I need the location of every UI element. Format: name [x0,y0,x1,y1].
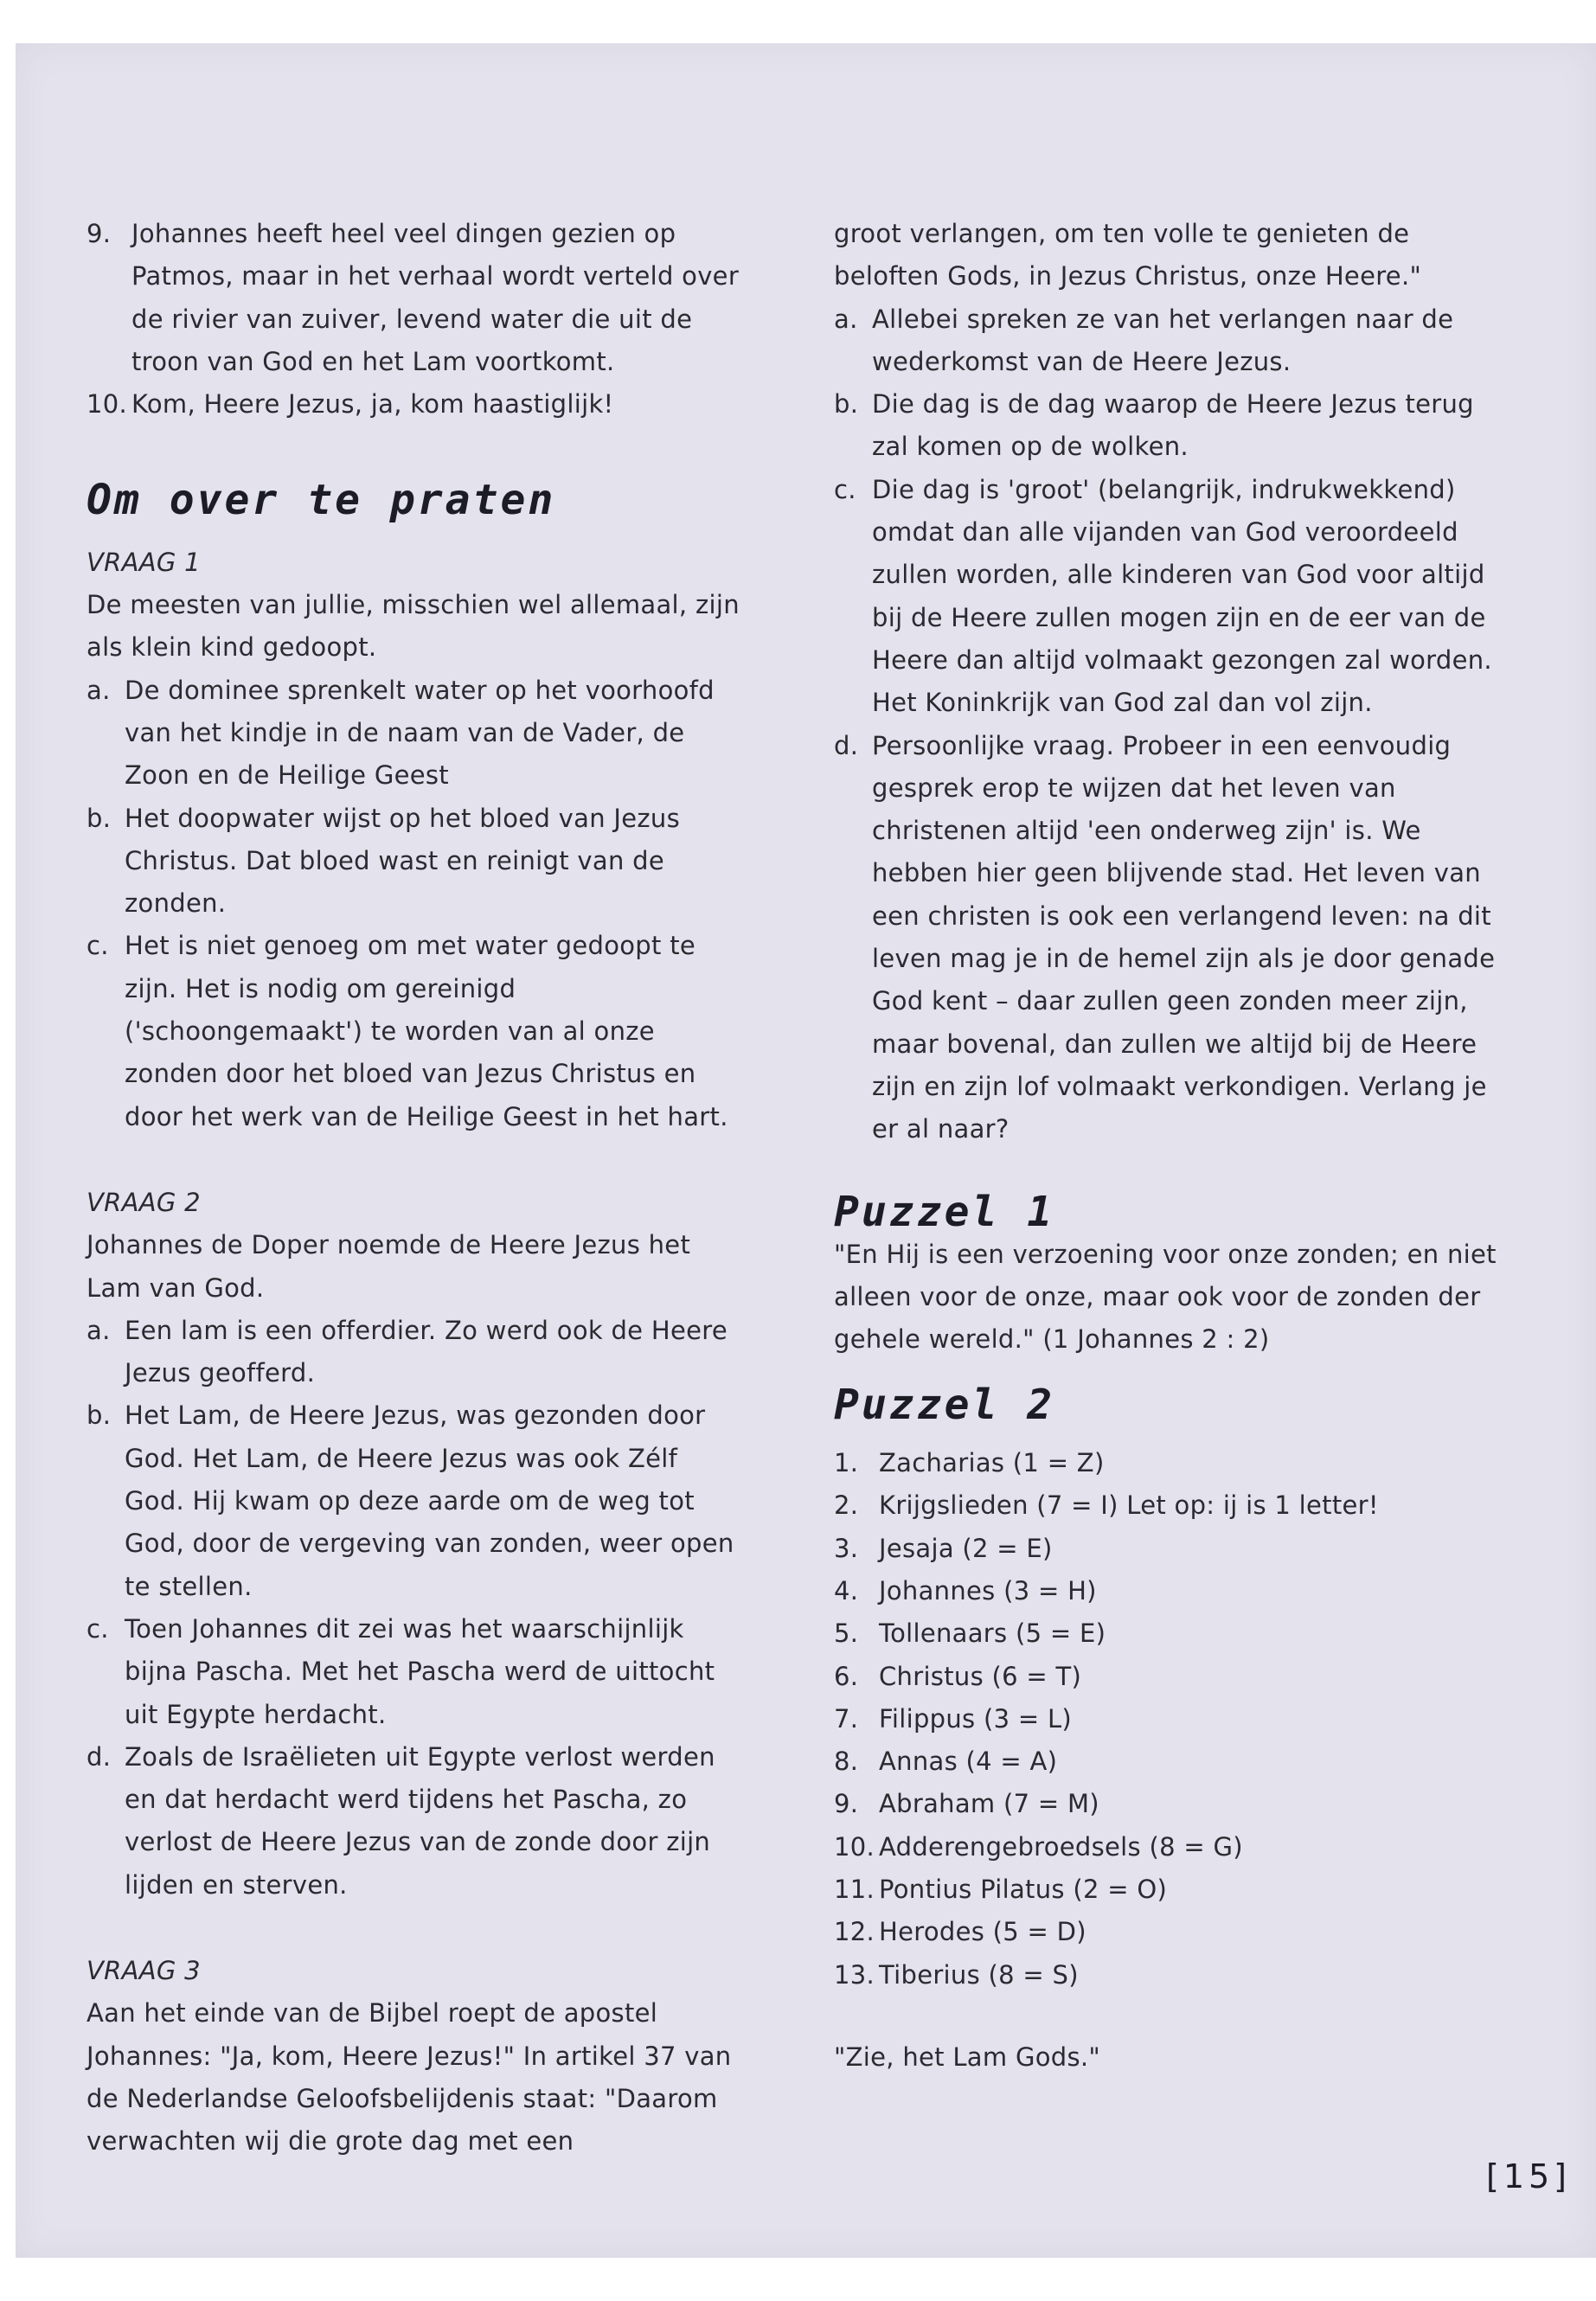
list-marker: 13. [834,1959,875,1990]
answer-marker: a. [834,304,858,334]
answer-item [834,725,1509,1151]
puzzel-2-item [834,1911,1509,1953]
section-heading-om-over-te-praten: Om over te praten [87,476,556,525]
list-marker: 9. [834,1789,859,1819]
answer-text: Zoals de Israëlieten uit Egypte verlost werden en dat herdacht werd tijdens het Pascha, zo verlost de Heere Jezus van de zonde door zijn lijden en sterven. [125,1741,715,1900]
puzzel-2-item [834,1740,1509,1783]
list-item [87,213,744,383]
list-text: Tiberius (8 = S) [879,1959,1079,1990]
list-text: Zacharias (1 = Z) [879,1448,1105,1478]
list-marker: 10. [834,1831,875,1862]
puzzel-1-solution: "En Hij is een verzoening voor onze zonden; en niet alleen voor de onze, maar ook voor de zonden der gehele wereld." (1 Johannes 2 : 2) [834,1239,1497,1355]
list-item [87,383,744,426]
list-marker: 5. [834,1618,859,1649]
page-sheet [16,43,1596,2258]
answer-item [87,1310,744,1395]
answer-text: Een lam is een offerdier. Zo werd ook de Heere Jezus geofferd. [125,1315,727,1388]
section-heading-puzzel-1: Puzzel 1 [834,1187,1055,1236]
list-text: Annas (4 = A) [879,1747,1058,1777]
question-text-2: Johannes de Doper noemde de Heere Jezus het Lam van God. [87,1230,691,1303]
question-label-3: VRAAG 3 [87,1955,201,1985]
list-marker: 8. [834,1747,859,1777]
question-label-1: VRAAG 1 [87,547,201,577]
answer-item [87,670,744,798]
answer-text: Die dag is de dag waarop de Heere Jezus terug zal komen op de wolken. [872,389,1474,462]
list-text: Kom, Heere Jezus, ja, kom haastiglijk! [131,389,614,420]
list-marker: 6. [834,1661,859,1691]
answer-marker: d. [87,1741,112,1772]
answer-text: Allebei spreken ze van het verlangen naar de wederkomst van de Heere Jezus. [872,304,1454,376]
answer-item [87,1608,744,1736]
puzzel-2-item [834,1954,1509,1997]
answer-marker: c. [87,1613,109,1644]
list-marker: 11. [834,1874,875,1904]
answer-text: Het Lam, de Heere Jezus, was gezonden door God. Het Lam, de Heere Jezus was ook Zélf God. Hij kwam op deze aarde om de weg tot God, door de vergeving van zonden, weer open te stellen. [125,1400,734,1601]
answer-marker: b. [834,389,859,420]
answer-item [87,1736,744,1907]
puzzel-2-item [834,1698,1509,1740]
puzzel-2-item [834,1826,1509,1868]
answer-item [834,383,1509,469]
page-number: [15] [1486,2157,1572,2195]
list-text: Johannes heeft heel veel dingen gezien op Patmos, maar in het verhaal wordt verteld over de rivier van zuiver, levend water die uit de troon van God en het Lam voortkomt. [131,219,740,376]
answer-item [87,798,744,926]
answer-marker: b. [87,1400,112,1431]
list-text: Krijgslieden (7 = I) Let op: ij is 1 letter! [879,1490,1379,1521]
list-text: Herodes (5 = D) [879,1917,1086,1947]
section-heading-puzzel-2: Puzzel 2 [834,1380,1055,1429]
puzzel-2-item [834,1442,1509,1484]
list-marker: 9. [87,219,112,248]
question-text-3-continued: groot verlangen, om ten volle te genieten de beloften Gods, in Jezus Christus, onze Heere." [834,219,1422,292]
answer-text: De dominee sprenkelt water op het voorhoofd van het kindje in de naam van de Vader, de Zoon en de Heilige Geest [125,675,715,791]
list-text: Johannes (3 = H) [879,1575,1097,1606]
answer-item [834,298,1509,384]
answer-text: Het is niet genoeg om met water gedoopt te zijn. Het is nodig om gereinigd ('schoongemaakt') te worden van al onze zonden door het bloed van Jezus Christus en door het werk van de Heilige Geest in het hart. [125,931,728,1131]
answer-item [834,469,1509,725]
left-column [87,213,744,2163]
question-text-1: De meesten van jullie, misschien wel allemaal, zijn als klein kind gedoopt. [87,590,740,663]
answer-text: Die dag is 'groot' (belangrijk, indrukwekkend) omdat dan alle vijanden van God veroordeeld zullen worden, alle kinderen van God voor altijd bij de Heere zullen mogen zijn en de eer van de Heere dan altijd volmaakt gezongen zal worden. Het Koninkrijk van God zal dan vol zijn. [872,474,1492,718]
puzzel-2-item [834,1656,1509,1698]
list-text: Abraham (7 = M) [879,1789,1099,1819]
answer-text: Persoonlijke vraag. Probeer in een eenvoudig gesprek erop te wijzen dat het leven van christenen altijd 'een onderweg zijn' is. We hebben hier geen blijvende stad. Het leven van een christen is ook een verlangend leven: na dit leven mag je in de hemel zijn als je door genade God kent – daar zullen geen zonden meer zijn, maar bovenal, dan zullen we altijd bij de Heere zijn en zijn lof volmaakt verkondigen. Verlang je er al naar? [872,730,1496,1144]
puzzel-2-item [834,1484,1509,1527]
puzzel-2-item [834,1528,1509,1570]
answer-text: Toen Johannes dit zei was het waarschijnlijk bijna Pascha. Met het Pascha werd de uittocht uit Egypte herdacht. [125,1613,715,1729]
puzzel-2-item [834,1783,1509,1825]
right-column [834,213,1509,2079]
list-marker: 3. [834,1533,859,1563]
puzzel-2-item [834,1868,1509,1911]
puzzel-2-item [834,1570,1509,1612]
list-marker: 10. [87,389,128,420]
list-text: Filippus (3 = L) [879,1703,1073,1734]
list-marker: 1. [834,1448,859,1478]
answer-marker: d. [834,730,859,760]
list-text: Jesaja (2 = E) [879,1533,1053,1563]
list-text: Christus (6 = T) [879,1661,1082,1691]
list-text: Pontius Pilatus (2 = O) [879,1874,1168,1904]
puzzel-2-item [834,1612,1509,1655]
list-marker: 7. [834,1703,859,1734]
question-label-2: VRAAG 2 [87,1187,201,1217]
answer-item [87,925,744,1138]
answer-marker: a. [87,1315,111,1345]
question-text-3: Aan het einde van de Bijbel roept de apostel Johannes: "Ja, kom, Heere Jezus!" In artikel 37 van de Nederlandse Geloofsbelijdenis staat: "Daarom verwachten wij die grote dag met een [87,1998,732,2157]
answer-text: Het doopwater wijst op het bloed van Jezus Christus. Dat bloed wast en reinigt van de zonden. [125,803,681,919]
answer-marker: c. [87,931,109,961]
list-marker: 4. [834,1575,859,1606]
list-marker: 2. [834,1490,859,1521]
answer-item [87,1394,744,1607]
answer-marker: c. [834,474,856,504]
list-text: Adderengebroedsels (8 = G) [879,1831,1243,1862]
answer-marker: b. [87,803,112,833]
list-marker: 12. [834,1917,875,1947]
puzzel-2-solution: "Zie, het Lam Gods." [834,2041,1101,2072]
list-text: Tollenaars (5 = E) [879,1618,1106,1649]
answer-marker: a. [87,675,111,705]
